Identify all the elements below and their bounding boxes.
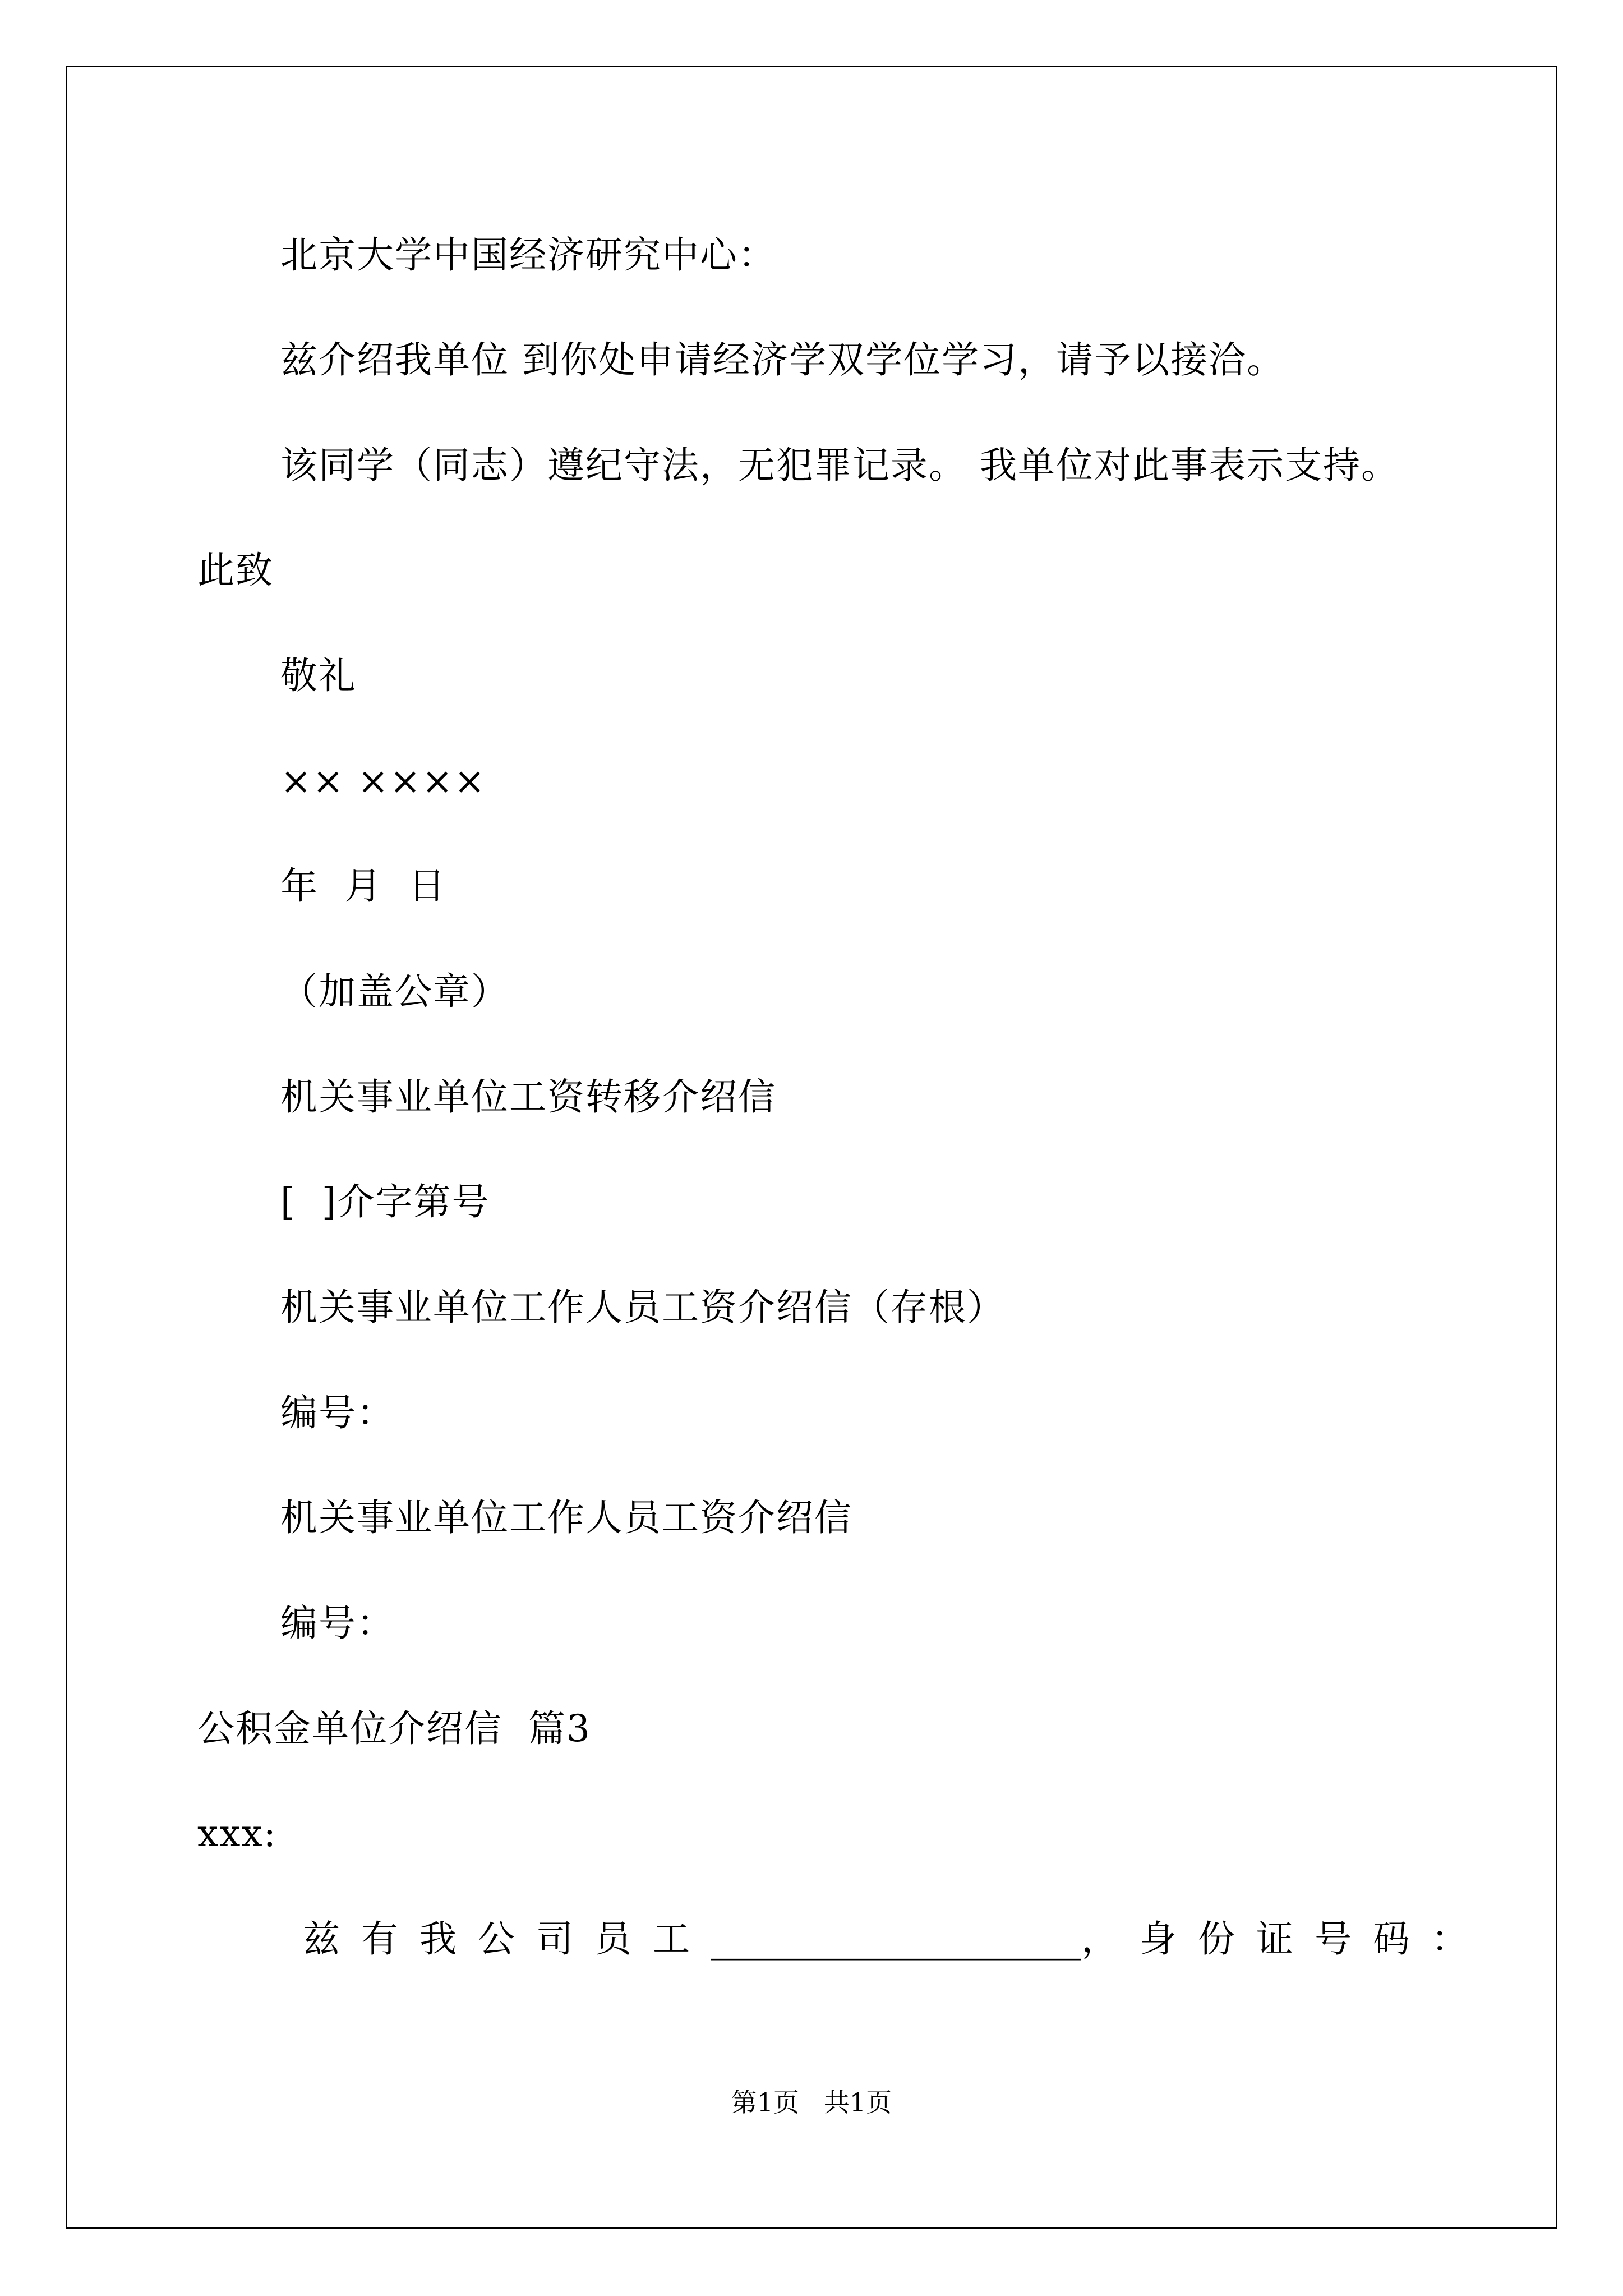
- letter-salutation: 北京大学中国经济研究中心：: [280, 233, 776, 277]
- section2-form-number: 编号：: [280, 1602, 395, 1645]
- section2-form-title: 机关事业单位工作人员工资介绍信: [280, 1496, 852, 1539]
- section2-stub-title: 机关事业单位工作人员工资介绍信（存根）: [280, 1286, 1005, 1329]
- section3-body-line: [303, 1914, 1490, 1964]
- section3-addressee: xxx:: [197, 1812, 277, 1855]
- letter-introduction: 兹介绍我单位 到你处申请经济学双学位学习，请予以接洽。: [280, 338, 1285, 381]
- section3-body-start: 兹有我公司员工: [303, 1917, 711, 1961]
- section3-heading: 公积金单位介绍信 篇3: [197, 1707, 591, 1750]
- page-footer: 第1页 共1页: [731, 2087, 892, 2118]
- page-border: [66, 66, 1557, 2229]
- letter-statement: 该同学（同志）遵纪守法，无犯罪记录。 我单位对此事表示支持。: [280, 444, 1399, 487]
- section2-title: 机关事业单位工资转移介绍信: [280, 1075, 776, 1119]
- section2-stub-number: 编号：: [280, 1391, 395, 1434]
- section3-name-blank: ____________________: [711, 1917, 1081, 1961]
- letter-seal-note: （加盖公章）: [280, 970, 509, 1013]
- letter-date: 年 月 日: [280, 864, 446, 908]
- section2-reference: [ ]介字第号: [280, 1180, 490, 1223]
- section3-body-end: ，身份证号码：: [1081, 1917, 1490, 1961]
- letter-closing-jingli: 敬礼: [280, 654, 357, 697]
- letter-signature: ×× ××××: [280, 760, 486, 803]
- letter-closing-cizhi: 此致: [197, 549, 274, 592]
